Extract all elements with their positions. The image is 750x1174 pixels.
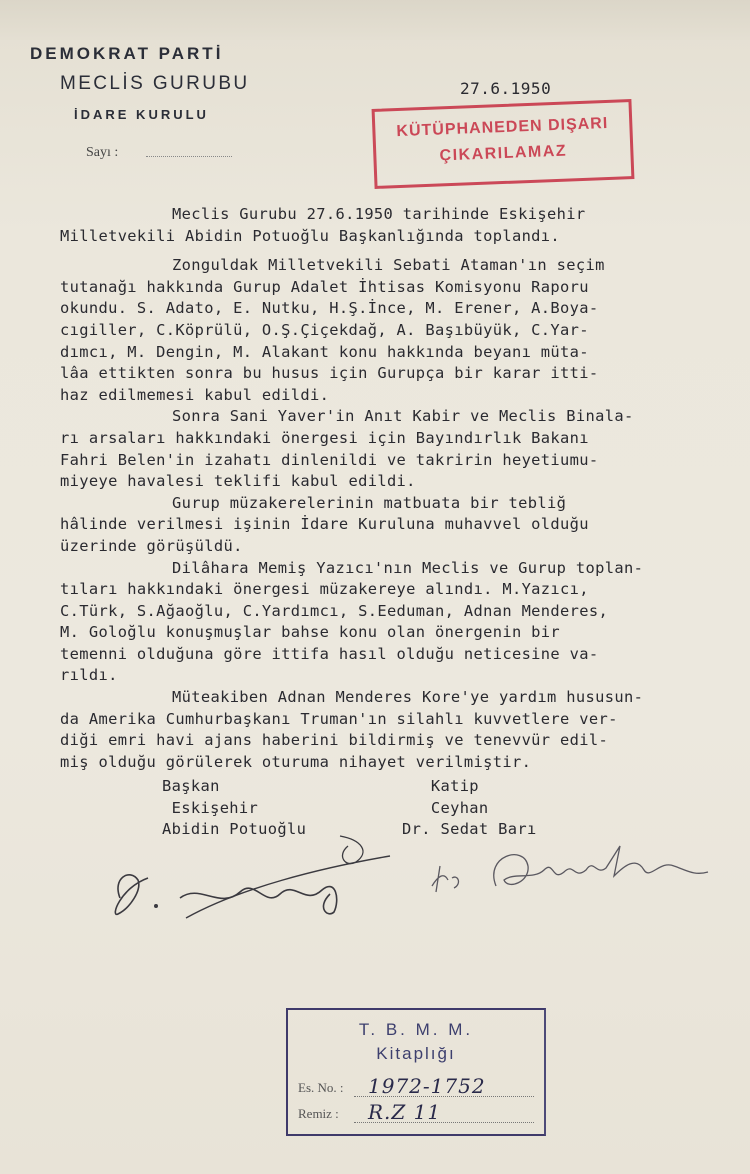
secretary-handwritten-signature: [424, 836, 724, 916]
minutes-body: [60, 204, 750, 773]
body-line: Zonguldak Milletvekili Sebati Ataman'ın seçim: [172, 256, 605, 275]
body-line: [60, 247, 750, 255]
secretary-city: Ceyhan: [402, 798, 489, 817]
body-line: temenni olduğuna göre ittifa hasıl olduğu neticesine va-: [60, 644, 599, 663]
body-line: üzerinde görüşüldü.: [60, 536, 243, 555]
secretary-title: Katip: [402, 777, 479, 795]
number-line: [146, 156, 232, 157]
letterhead-group: MECLİS GURUBU: [60, 73, 250, 94]
body-line: da Amerika Cumhurbaşkanı Truman'ın silahlı kuvvetlere ver-: [60, 709, 618, 728]
stamp-line-2: ÇIKARILAMAZ: [439, 142, 568, 165]
body-line: Sonra Sani Yaver'in Anıt Kabir ve Meclis Binala-: [172, 407, 634, 426]
document-date: 27.6.1950: [460, 79, 552, 98]
es-no-label: Es. No. :: [298, 1080, 344, 1095]
body-line: okundu. S. Adato, E. Nutku, H.Ş.İnce, M. Erener, A.Boya-: [60, 299, 599, 318]
body-line: Meclis Gurubu 27.6.1950 tarihinde Eskişehir: [172, 205, 586, 223]
body-line: lâa ettikten sonra bu husus için Gurupça bir karar itti-: [60, 364, 599, 383]
secretary-signature-block: [402, 776, 537, 841]
body-line: Müteakiben Adnan Menderes Kore'ye yardım hususun-: [172, 688, 644, 707]
chair-handwritten-signature: [90, 828, 400, 928]
letterhead-party: DEMOKRAT PARTİ: [30, 44, 224, 63]
body-line: dımcı, M. Dengin, M. Alakant konu hakkında beyanı müta-: [60, 342, 589, 361]
body-line: tıları hakkındaki önergesi müzakereye alındı. M.Yazıcı,: [60, 580, 589, 599]
secretary-name: Dr. Sedat Barı: [402, 820, 537, 839]
body-line: hâlinde verilmesi işinin İdare Kuruluna muhavvel olduğu: [60, 515, 589, 534]
body-line: Dilâhara Memiş Yazıcı'nın Meclis ve Gurup toplan-: [172, 558, 644, 577]
chair-city: Eskişehir: [162, 798, 259, 817]
body-line: rıldı.: [60, 666, 118, 685]
es-no-value: 1972-1752: [368, 1074, 486, 1098]
body-line: haz edilmemesi kabul edildi.: [60, 385, 330, 404]
stamp-line-1: KÜTÜPHANEDEN DIŞARI: [396, 114, 609, 141]
body-line: miyeye havalesi teklifi kabul edildi.: [60, 472, 416, 491]
body-line: miş olduğu görülerek oturuma nihayet verilmiştir.: [60, 752, 532, 771]
remiz-value: R.Z 11: [368, 1100, 442, 1124]
body-line: Fahri Belen'in izahatı dinlenildi ve takririn heyetiumu-: [60, 450, 599, 469]
library-stamp: [286, 1008, 546, 1136]
letterhead-board: İDARE KURULU: [74, 107, 209, 122]
chair-title: Başkan: [162, 777, 220, 795]
chair-name: Abidin Potuoğlu: [162, 820, 307, 839]
body-line: Gurup müzakerelerinin matbuata bir tebliğ: [172, 493, 567, 512]
body-line: cıgiller, C.Köprülü, O.Ş.Çiçekdağ, A. Başıbüyük, C.Yar-: [60, 320, 589, 339]
library-stamp-line-1: T. B. M. M.: [358, 1020, 474, 1039]
body-line: C.Türk, S.Ağaoğlu, C.Yardımcı, S.Eeduman, Adnan Menderes,: [60, 601, 609, 620]
body-line: tutanağı hakkında Gurup Adalet İhtisas Komisyonu Raporu: [60, 277, 589, 296]
bleed-through-header: [0, 0, 750, 40]
library-stamp-line-2: Kitaplığı: [376, 1044, 456, 1063]
remiz-label: Remiz :: [298, 1106, 339, 1121]
body-line: M. Goloğlu konuşmuşlar bahse konu olan önergenin bir: [60, 623, 561, 642]
body-line: diği emri havi ajans haberini bildirmiş ve tenevvür edil-: [60, 731, 609, 750]
body-line: rı arsaları hakkındaki önergesi için Bayındırlık Bakanı: [60, 428, 589, 447]
number-label: Sayı :: [86, 145, 119, 160]
library-restriction-stamp: [372, 99, 635, 189]
body-line: Milletvekili Abidin Potuoğlu Başkanlığında toplandı.: [60, 226, 561, 245]
